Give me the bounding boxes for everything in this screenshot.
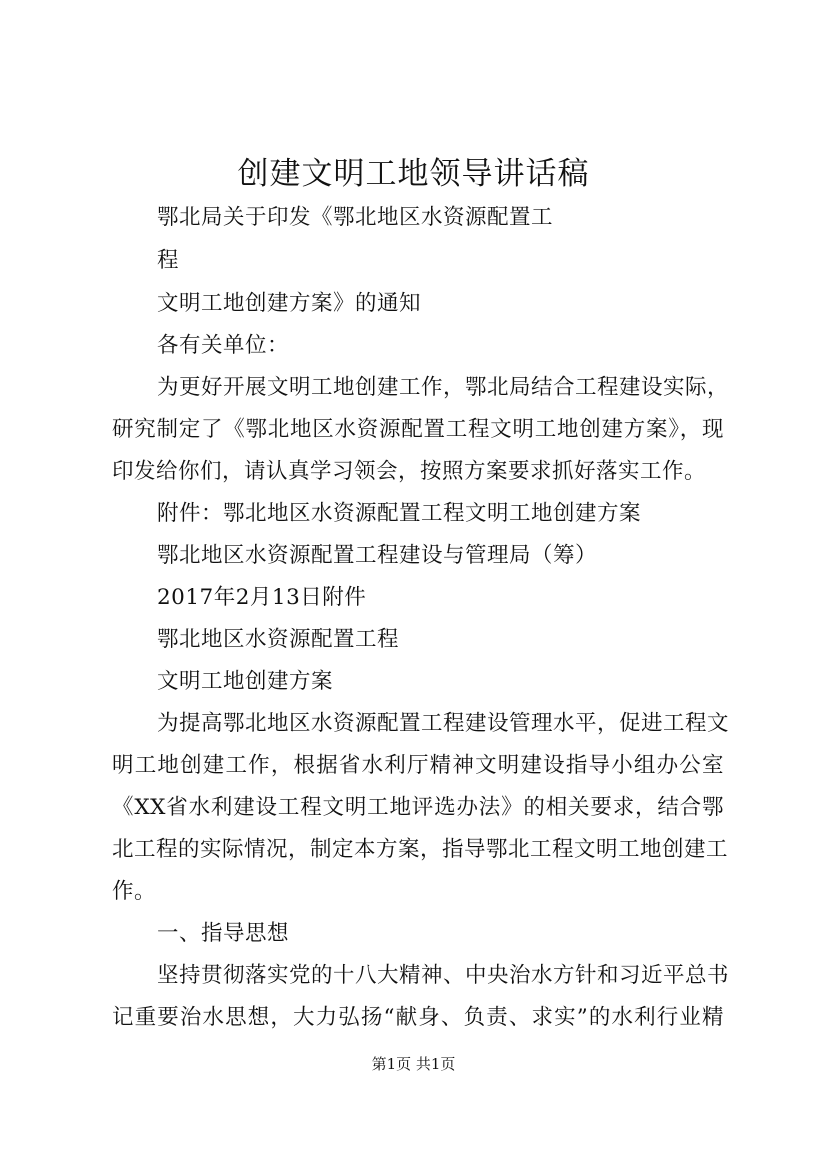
paragraph-line: 《XX省水利建设工程文明工地评选办法》的相关要求，结合鄂: [112, 795, 724, 820]
paragraph-line: 为更好开展文明工地创建工作，鄂北局结合工程建设实际，: [157, 375, 730, 400]
paragraph-line: 记重要治水思想，大力弘扬“献身、负责、求实”的水利行业精: [112, 1005, 724, 1030]
notice-heading-line-1: 鄂北局关于印发《鄂北地区水资源配置工: [157, 205, 554, 230]
paragraph-line: 作。: [112, 879, 157, 904]
document-title: 创建文明工地领导讲话稿: [237, 156, 590, 192]
paragraph-line: 印发给你们，请认真学习领会，按照方案要求抓好落实工作。: [112, 459, 707, 484]
notice-heading-line-3: 文明工地创建方案》的通知: [157, 291, 422, 316]
paragraph-line: 北工程的实际情况，制定本方案，指导鄂北工程文明工地创建工: [112, 837, 729, 862]
attachment-title-line-1: 鄂北地区水资源配置工程: [157, 627, 400, 652]
attachment-title-line-2: 文明工地创建方案: [157, 669, 334, 694]
page-footer: 第1页 共1页: [371, 1055, 456, 1073]
section-heading: 一、指导思想: [157, 921, 290, 946]
paragraph-line: 明工地创建工作，根据省水利厅精神文明建设指导小组办公室: [112, 753, 724, 778]
notice-heading-line-2: 程: [157, 248, 180, 273]
salutation: 各有关单位：: [157, 333, 290, 358]
attachment-line: 附件：鄂北地区水资源配置工程文明工地创建方案: [157, 501, 642, 526]
paragraph-line: 研究制定了《鄂北地区水资源配置工程文明工地创建方案》，现: [112, 417, 724, 442]
issuer-line: 鄂北地区水资源配置工程建设与管理局（筹）: [157, 543, 598, 568]
paragraph-line: 为提高鄂北地区水资源配置工程建设管理水平，促进工程文: [157, 711, 730, 736]
date-line: 2017年2月13日附件: [157, 585, 367, 610]
paragraph-line: 坚持贯彻落实党的十八大精神、中央治水方针和习近平总书: [157, 963, 730, 988]
